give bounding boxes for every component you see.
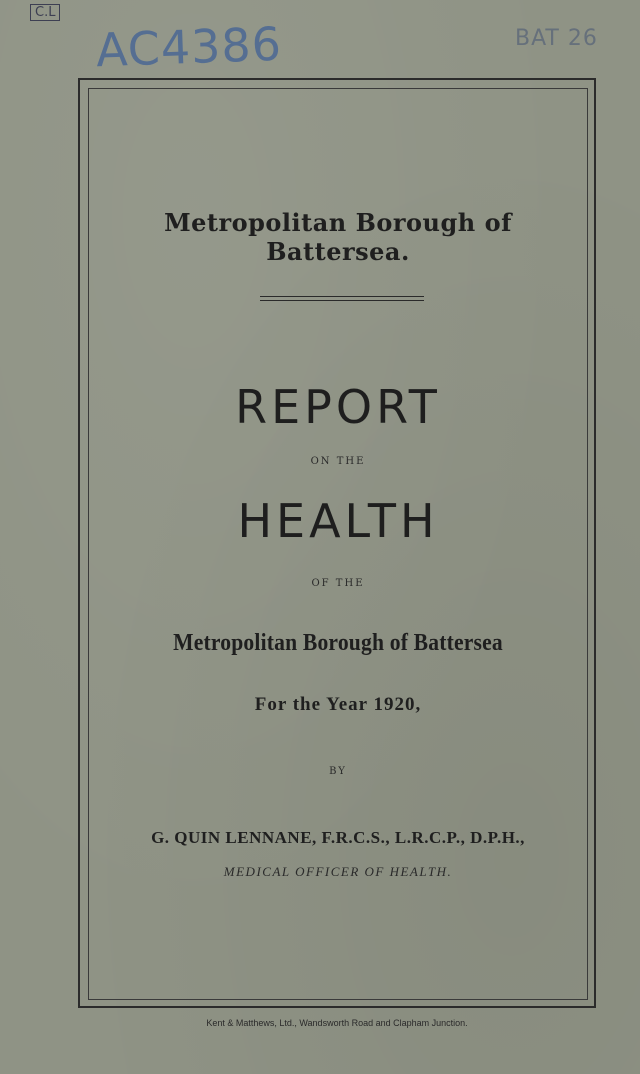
double-rule-top	[260, 296, 424, 297]
shelf-stamp: C.L	[30, 4, 60, 21]
shelf-mark: BAT 26	[515, 26, 598, 51]
connector-of-the: OF THE	[311, 578, 365, 589]
title-health: HEALTH	[237, 494, 439, 548]
author-name: G. QUIN LENNANE, F.R.C.S., L.R.C.P., D.P.H.,	[151, 828, 525, 847]
report-year: For the Year 1920,	[254, 694, 422, 715]
cover-header: Metropolitan Borough of Battersea.	[164, 208, 512, 266]
printer-imprint: Kent & Matthews, Ltd., Wandsworth Road and Clapham Junction.	[206, 1018, 468, 1028]
author-role: MEDICAL OFFICER OF HEALTH.	[223, 864, 453, 879]
title-report: REPORT	[235, 380, 441, 434]
connector-on-the: ON THE	[310, 456, 366, 467]
borough-name: Metropolitan Borough of Battersea	[173, 630, 503, 656]
by-line: BY	[329, 766, 347, 777]
accession-number: AC4386	[95, 16, 283, 78]
double-rule-bottom	[260, 300, 424, 301]
